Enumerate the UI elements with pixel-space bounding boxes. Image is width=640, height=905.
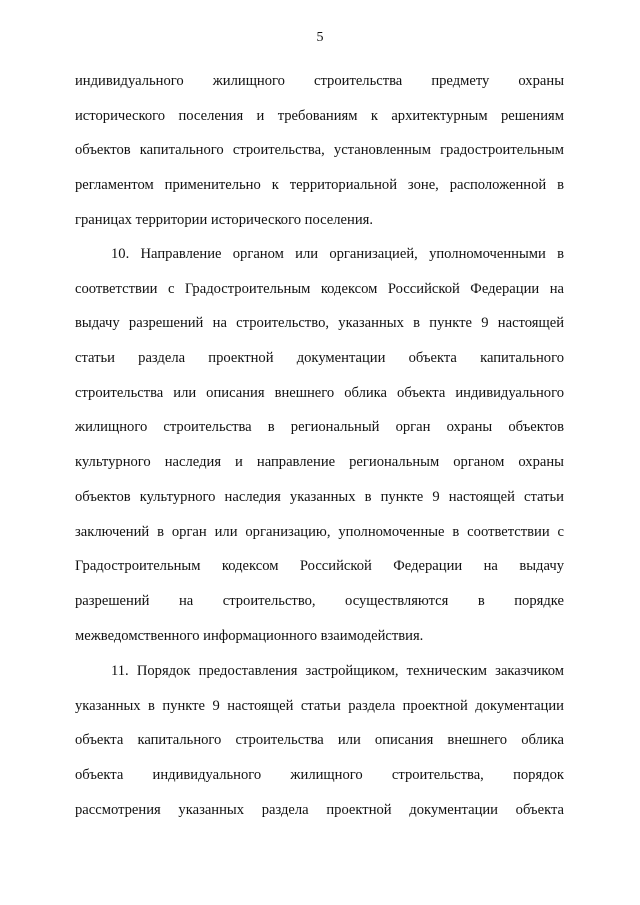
text-line: разрешений на строительство, осуществляются в порядке: [75, 592, 564, 609]
text-line: объектов культурного наследия указанных в пункте 9 настоящей статьи: [75, 488, 564, 505]
text-line: исторического поселения и требованиям к архитектурным решениям: [75, 107, 564, 124]
text-line: статьи раздела проектной документации объекта капитального: [75, 350, 564, 367]
page-number: 5: [316, 30, 324, 45]
paragraph-item-10: [75, 245, 564, 661]
text-line: объекта индивидуального жилищного строительства, порядок: [75, 767, 564, 784]
text-line: строительства или описания внешнего облика объекта индивидуального: [75, 384, 564, 401]
text-line: индивидуального жилищного строительства предмету охраны: [75, 73, 564, 89]
text-line: Градостроительным кодексом Российской Федерации на выдачу: [75, 558, 564, 575]
text-line: границах территории исторического поселения.: [75, 211, 374, 228]
text-line: соответствии с Градостроительным кодексом Российской Федерации на: [75, 280, 564, 297]
text-line: выдачу разрешений на строительство, указанных в пункте 9 настоящей: [75, 315, 564, 332]
text-line: 11. Порядок предоставления застройщиком, техническим заказчиком: [111, 663, 564, 679]
text-line: культурного наследия и направление региональным органом охраны: [75, 454, 564, 471]
text-line: 10. Направление органом или организацией, уполномоченными в: [111, 246, 564, 262]
text-line: указанных в пункте 9 настоящей статьи раздела проектной документации: [75, 697, 564, 714]
paragraph-item-11: [75, 662, 564, 835]
text-line: жилищного строительства в региональный орган охраны объектов: [75, 419, 564, 436]
text-line: регламентом применительно к территориальной зоне, расположенной в: [75, 177, 564, 194]
text-line: объектов капитального строительства, установленным градостроительным: [75, 142, 564, 159]
text-line: заключений в орган или организацию, уполномоченные в соответствии с: [75, 523, 564, 540]
text-line: рассмотрения указанных раздела проектной документации объекта: [75, 801, 564, 818]
text-line: объекта капитального строительства или описания внешнего облика: [75, 732, 564, 749]
paragraph-continuation: [75, 72, 564, 245]
text-line: межведомственного информационного взаимодействия.: [75, 627, 424, 644]
